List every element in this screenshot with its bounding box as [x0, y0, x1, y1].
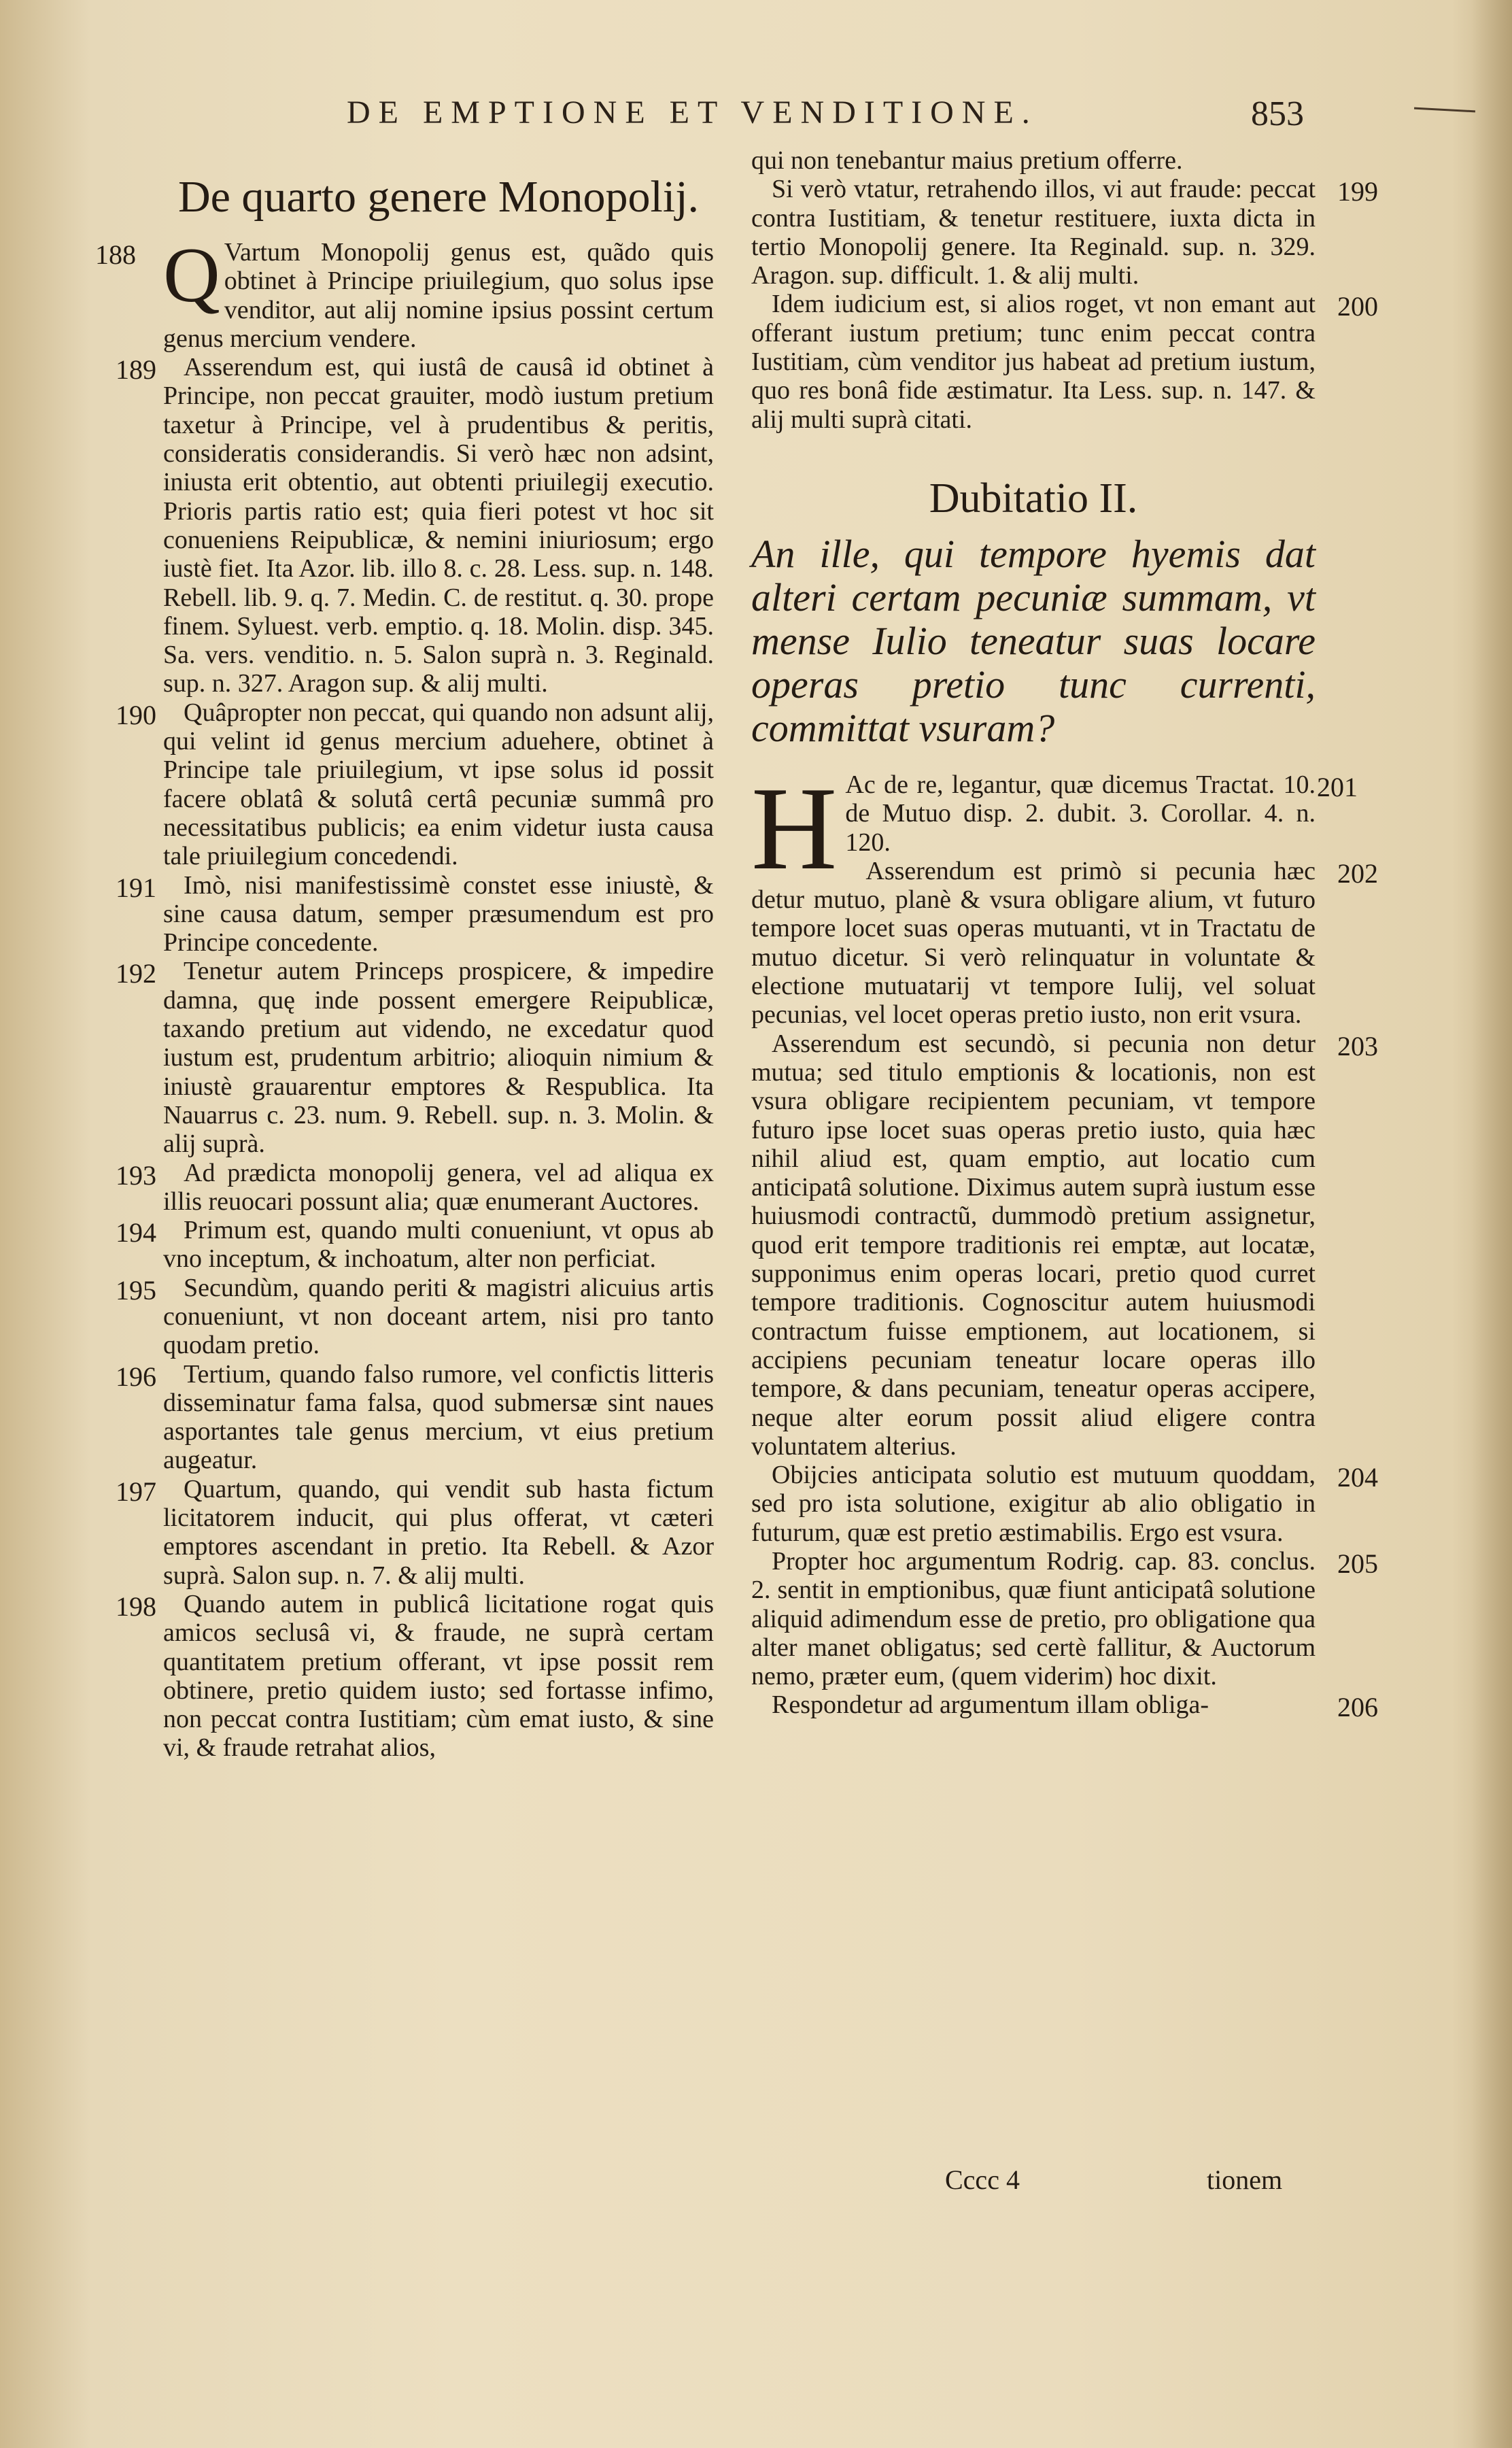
paragraph-text: Tenetur autem Princeps prospicere, & impedire damna, quę inde possent emergere Reipublicæ, taxando pretium aut videndo, ne excedatur quod iustum est, prudentum arbitrio; alioquin nimium & iniustè grauarentur emptores & Respublica. Ita Nauarrus c. 23. num. 9. Rebell. sup. n. 3. Molin. & alij suprà.: [163, 957, 714, 1159]
paragraph: [116, 1273, 714, 1360]
paragraph-text: Si verò vtatur, retrahendo illos, vi aut fraude: peccat contra Iustitiam, & tenetur restituere, iuxta dicta in tertio Monopolij genere. Ita Reginald. sup. n. 329. Aragon. sup. difficult. 1. & alij multi.: [751, 175, 1316, 290]
dubitatio-title: Dubitatio II.: [929, 475, 1138, 522]
paragraph-text: Propter hoc argumentum Rodrig. cap. 83. conclus. 2. sentit in emptionibus, quæ fiunt anticipatâ solutione aliquid adimendum esse de pretio, pro obligatione qua alter manet obligatus; sed certè fallitur, & Auctorum nemo, præter eum, (quem viderim) hoc dixit.: [751, 1546, 1316, 1691]
paragraph-text: Idem iudicium est, si alios roget, vt non emant aut offerant iustum pretium; tunc enim peccat contra Iustitiam, cùm venditor jus habeat ad pretium iustum, quo res bonâ fide æstimatur. Ita Less. sup. n. 147. & alij multi suprà citati.: [751, 290, 1316, 434]
paragraph: [751, 856, 1378, 1030]
paragraph-number: 205: [1337, 1548, 1378, 1579]
paragraph: [116, 1158, 714, 1217]
paragraph-text: Primum est, quando multi conueniunt, vt opus ab vno inceptum, & inchoatum, alter non perficiat.: [163, 1216, 714, 1274]
paragraph-number: 200: [1337, 291, 1378, 322]
paragraph: [116, 1216, 714, 1274]
paragraph-text: Quando autem in publicâ licitatione rogat quis amicos seclusâ vi, & fraude, ne suprà certam quantitatem pretium offerant, vt ipse possit rem obtinere, pretio quidem iusto; sed fortasse infimo, non peccat contra Iustitiam; cùm emat iusto, & sine vi, & fraude retrahat alios,: [163, 1589, 714, 1763]
paragraph: [95, 232, 714, 353]
paragraph-number: 190: [116, 699, 156, 730]
paragraph-text: Tertium, quando falso rumore, vel confictis litteris disseminatur fama falsa, quod submersæ sint naues asportantes tale genus mercium, vt eius pretium augeatur.: [163, 1359, 714, 1475]
left-column: [95, 170, 714, 1763]
paragraph: [116, 353, 714, 698]
page-number: 853: [1251, 95, 1304, 133]
paragraph-number: 203: [1337, 1030, 1378, 1061]
paragraph: [751, 1029, 1378, 1461]
paragraph: [116, 1589, 714, 1763]
section-title: De quarto genere Monopolij.: [177, 172, 700, 222]
paragraph-text: Vartum Monopolij genus est, quãdo quis obtinet à Principe priuilegium, quo solus ipse venditor, aut alij nomine ipsius possint certum genus mercium vendere.: [163, 238, 714, 353]
margin-rule: [1414, 107, 1475, 113]
paragraph: [116, 957, 714, 1159]
paragraph-number: 201: [1317, 771, 1358, 802]
paragraph-text: Ad prædicta monopolij genera, vel ad aliqua ex illis reuocari possunt alia; quæ enumerant Auctores.: [163, 1158, 714, 1216]
paragraph-number: 188: [95, 239, 136, 270]
paragraph: [751, 1690, 1378, 1723]
paragraph: [116, 1359, 714, 1475]
catchword: tionem: [1207, 2164, 1283, 2195]
paragraph-text: Quâpropter non peccat, qui quando non adsunt alij, qui velint id genus mercium aduehere, obtinet à Principe tale priuilegium, vt ipse solus id possit facere oblatâ & solutâ certâ pecuniæ summâ pro necessitatibus publicis; ea enim videtur iusta causa tale priuilegium concedendi.: [163, 698, 714, 871]
paragraph-number: 196: [116, 1361, 156, 1392]
paragraph-text: Ac de re, legantur, quæ dicemus Tractat. 10. de Mutuo disp. 2. dubit. 3. Corollar. 4. n. 120.: [845, 770, 1316, 857]
paragraph-number: 191: [116, 872, 156, 903]
paragraph-text: Asserendum est primò si pecunia hæc detur mutuo, planè & vsura obligare alium, vt futuro tempore locet suas operas mutuanti, vt in Tractatu de mutuo dicetur. Si verò relinquatur in voluntate & electione mutuatarij vt tempore Iulij, vel soluat pecunias, vel locet operas pretio iusto, non erit vsura.: [751, 856, 1316, 1030]
paragraph: [116, 1474, 714, 1590]
paragraph-number: 193: [116, 1159, 156, 1191]
running-title: DE EMPTIONE ET VENDITIONE.: [347, 95, 1038, 131]
paragraph-text: qui non tenebantur maius pretium offerre.: [751, 146, 1183, 175]
paragraph: [751, 146, 1316, 175]
dubitatio-question: An ille, qui tempore hyemis dat alteri certam pecuniæ summam, vt mense Iulio teneatur suas locare operas pretio tunc currenti, committat vsuram?: [751, 531, 1316, 750]
paragraph-text: Secundùm, quando periti & magistri alicuius artis conueniunt, vt non doceant artem, nisi pro tanto quodam pretio.: [163, 1273, 714, 1360]
paragraph: [751, 290, 1378, 434]
paragraph-text: Obijcies anticipata solutio est mutuum quoddam, sed pro ista solutione, exigitur ab alio obligatio in futurum, quæ est pretio æstimabilis. Ergo est vsura.: [751, 1461, 1316, 1547]
paragraph-number: 192: [116, 958, 156, 989]
paragraph: [116, 870, 714, 957]
paragraph: [751, 1461, 1378, 1547]
paragraph-number: 206: [1337, 1692, 1378, 1723]
paragraph: [116, 698, 714, 871]
running-header: [347, 94, 1339, 141]
paragraph-text: Asserendum est, qui iustâ de causâ id obtinet à Principe, non peccat grauiter, modò iustum pretium taxetur à Principe, vel à prudentibus & peritis, consideratis considerandis. Si verò hæc non adsint, iniusta erit obtentio, aut obtenti priuilegij executio. Prioris partis ratio est; quia fieri potest vt hoc sit conueniens Reipublicæ, & nemini iniuriosum; ergo iustè fiet. Ita Azor. lib. illo 8. c. 28. Less. sup. n. 148. Rebell. lib. 9. q. 7. Medin. C. de restitut. q. 30. prope finem. Syluest. verb. emptio. q. 18. Molin. disp. 345. Sa. vers. venditio. n. 5. Salon suprà n. 3. Reginald. sup. n. 327. Aragon sup. & alij multi.: [163, 353, 714, 698]
drop-capital: Q: [163, 232, 220, 319]
paragraph-number: 194: [116, 1217, 156, 1248]
paragraph: [751, 1546, 1378, 1691]
paragraph-number: 195: [116, 1274, 156, 1306]
paragraph-number: 198: [116, 1591, 156, 1622]
paragraph: [751, 175, 1378, 290]
paragraph-text: Quartum, quando, qui vendit sub hasta fictum licitatorem inducit, qui plus offerat, vt cæteri emptores ascendant in pretio. Ita Rebell. & Azor suprà. Salon sup. n. 7. & alij multi.: [163, 1474, 714, 1590]
paragraph-number: 204: [1337, 1462, 1378, 1493]
paragraph-number: 202: [1337, 857, 1378, 889]
paragraph-text: Respondetur ad argumentum illam obliga-: [772, 1690, 1209, 1720]
paragraph-text: Asserendum est secundò, si pecunia non detur mutua; sed titulo emptionis & locationis, non est vsura obligare recipientem pecuniam, vt tempore futuro ipse locet suas operas pretio iusto, quia hæc nihil aliud est, quam emptio, aut locatio cum anticipatâ solutione. Diximus autem suprà iustum esse huiusmodi contractũ, dummodò pretium assignetur, quod erit tempore traditionis rei emptæ, aut locatæ, supponimus enim operas locari, pretio quod curret tempore traditionis. Cognoscitur autem huiusmodi contractum fuisse emptionem, aut locationem, si accipiens pecuniam teneatur locare operas illo tempore, & dans pecuniam, teneatur operas accipere, neque alter eorum possit aliud eligere contra voluntatem alterius.: [751, 1029, 1316, 1461]
paragraph-number: 197: [116, 1476, 156, 1507]
paragraph-number: 199: [1337, 176, 1378, 207]
paragraph-number: 189: [116, 354, 156, 386]
right-column: [751, 146, 1378, 1723]
paragraph-text: Imò, nisi manifestissimè constet esse iniustè, & sine causa datum, semper præsumendum est pro Principe concedente.: [163, 870, 714, 957]
drop-capital: H: [751, 762, 838, 894]
signature-mark: Cccc 4: [945, 2164, 1020, 2195]
